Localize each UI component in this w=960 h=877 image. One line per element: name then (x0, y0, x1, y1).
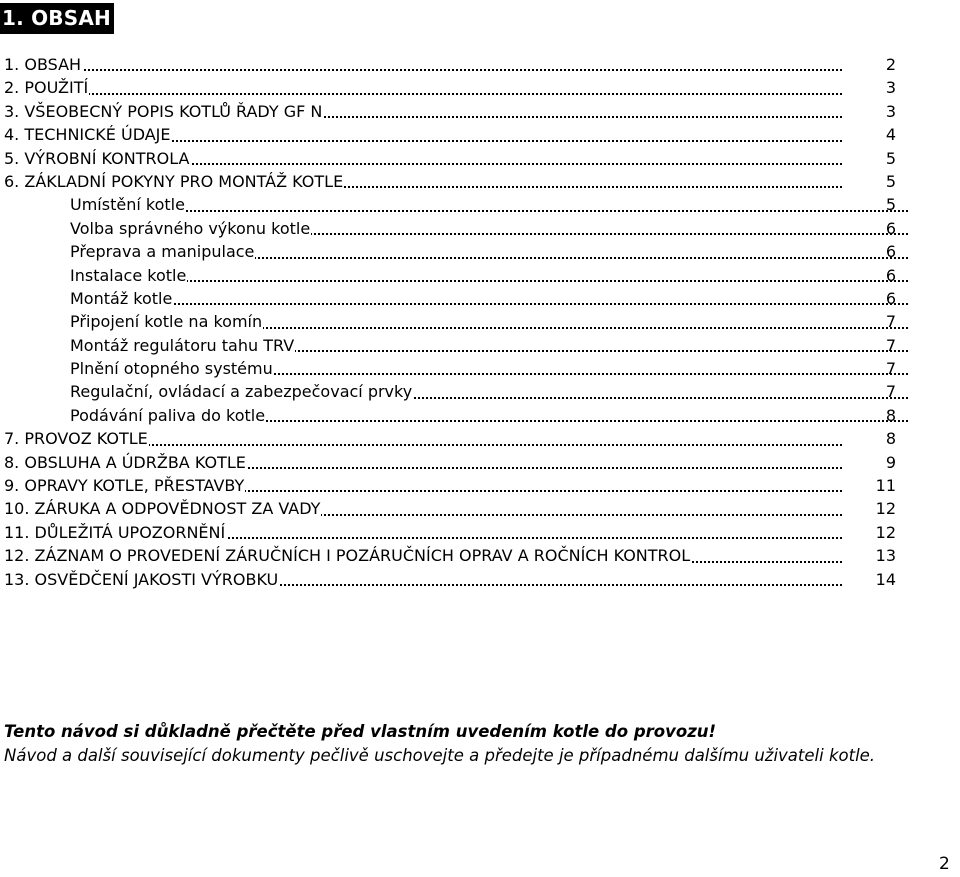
toc-entry-page: 8 (885, 405, 896, 425)
toc-entry-title (70, 380, 908, 403)
toc-entry-page: 13 (875, 546, 896, 566)
toc-entry (4, 217, 896, 240)
toc-entry (4, 521, 896, 544)
toc-entry-title (4, 451, 842, 474)
notice-instruction: Návod a další související dokumenty pečlivě uschovejte a předejte je případnému dalšímu uživateli kotle. (4, 746, 876, 765)
toc-entry (4, 147, 896, 170)
toc-entry-title (4, 521, 842, 544)
toc-entry-page: 6 (885, 288, 896, 308)
toc-entry-page: 6 (885, 242, 896, 262)
toc-entry-label: Přeprava a manipulace (70, 242, 255, 262)
toc-entry-page: 3 (885, 78, 896, 98)
toc-entry-title (4, 497, 842, 520)
toc-entry-page: 7 (885, 382, 896, 402)
toc-entry-title (4, 544, 842, 567)
toc-entry (4, 264, 896, 287)
toc-entry-label: Instalace kotle (70, 265, 187, 285)
toc-entry (4, 544, 896, 567)
toc-entry (4, 404, 896, 427)
toc-entry (4, 427, 896, 450)
toc-entry-page: 7 (885, 335, 896, 355)
toc-entry (4, 497, 896, 520)
toc-entry-title (70, 287, 908, 310)
table-of-contents (4, 53, 896, 591)
toc-entry-title (4, 568, 842, 591)
toc-entry-title (4, 170, 842, 193)
toc-entry (4, 100, 896, 123)
toc-entry-page: 9 (885, 452, 896, 472)
toc-entry-page: 14 (875, 569, 896, 589)
toc-entry-page: 7 (885, 312, 896, 332)
toc-entry-page: 5 (885, 171, 896, 191)
toc-entry-page: 2 (885, 55, 896, 74)
toc-entry-page: 3 (885, 101, 896, 121)
toc-entry-label: Regulační, ovládací a zabezpečovací prvky (70, 382, 413, 402)
toc-entry-page: 7 (885, 359, 896, 379)
toc-entry-page: 5 (885, 195, 896, 215)
toc-entry (4, 123, 896, 146)
toc-entry-title (70, 357, 908, 380)
dot-leader (70, 303, 908, 305)
toc-entry (4, 170, 896, 193)
toc-entry-title (70, 240, 908, 263)
toc-entry-label: Volba správného výkonu kotle (70, 218, 311, 238)
toc-entry-title (4, 100, 842, 123)
toc-entry (4, 334, 896, 357)
toc-entry (4, 474, 896, 497)
toc-entry-page: 6 (885, 265, 896, 285)
toc-entry-title (70, 217, 908, 240)
dot-leader (70, 280, 908, 282)
toc-entry-page: 12 (875, 499, 896, 519)
toc-entry-label: 2. POUŽITÍ (4, 78, 89, 98)
notice (4, 720, 875, 768)
toc-entry-page: 11 (875, 476, 896, 496)
toc-entry (4, 240, 896, 263)
toc-entry-title (70, 334, 908, 357)
toc-entry-label: 1. OBSAH (4, 55, 82, 74)
toc-entry-label: 13. OSVĚDČENÍ JAKOSTI VÝROBKU (4, 569, 279, 589)
toc-entry-label: 10. ZÁRUKA A ODPOVĚDNOST ZA VADY (4, 499, 321, 519)
toc-entry (4, 287, 896, 310)
toc-entry-title (4, 427, 842, 450)
toc-entry-title (70, 404, 908, 427)
toc-entry-label: 4. TECHNICKÉ ÚDAJE (4, 125, 171, 145)
toc-entry (4, 310, 896, 333)
toc-entry-label: 6. ZÁKLADNÍ POKYNY PRO MONTÁŽ KOTLE (4, 171, 344, 191)
toc-entry-label: Podávání paliva do kotle (70, 405, 266, 425)
toc-entry-page: 8 (885, 429, 896, 449)
toc-entry (4, 568, 896, 591)
toc-entry-label: 3. VŠEOBECNÝ POPIS KOTLŮ ŘADY GF N (4, 101, 323, 121)
toc-entry-page: 4 (885, 125, 896, 145)
toc-entry-title (4, 474, 842, 497)
toc-entry-title (4, 53, 842, 76)
toc-entry-label: Montáž regulátoru tahu TRV (70, 335, 295, 355)
toc-entry (4, 53, 896, 76)
toc-entry-label: 9. OPRAVY KOTLE, PŘESTAVBY (4, 476, 245, 496)
toc-entry (4, 76, 896, 99)
toc-entry-title (4, 76, 842, 99)
toc-entry-title (4, 147, 842, 170)
toc-entry-label: Plnění otopného systému (70, 359, 273, 379)
dot-leader (4, 69, 842, 71)
toc-entry-title (4, 123, 842, 146)
toc-entry-label: 7. PROVOZ KOTLE (4, 429, 148, 449)
toc-entry (4, 193, 896, 216)
toc-entry-page: 5 (885, 148, 896, 168)
notice-warning: Tento návod si důkladně přečtěte před vlastním uvedením kotle do provozu! (4, 722, 717, 741)
toc-entry-page: 6 (885, 218, 896, 238)
page-number: 2 (939, 854, 950, 874)
toc-entry (4, 357, 896, 380)
toc-entry-title (70, 310, 908, 333)
toc-entry (4, 380, 896, 403)
toc-entry-label: Umístění kotle (70, 195, 185, 215)
toc-entry-label: 8. OBSLUHA A ÚDRŽBA KOTLE (4, 452, 246, 472)
dot-leader (70, 210, 908, 212)
toc-entry-label: 5. VÝROBNÍ KONTROLA (4, 148, 190, 168)
page-title: 1. OBSAH (0, 3, 114, 34)
toc-entry-label: Připojení kotle na komín (70, 312, 263, 332)
toc-entry-title (70, 193, 908, 216)
dot-leader (4, 93, 842, 95)
toc-entry (4, 451, 896, 474)
toc-entry-page: 12 (875, 522, 896, 542)
toc-entry-label: 11. DŮLEŽITÁ UPOZORNĚNÍ (4, 522, 226, 542)
toc-entry-label: Montáž kotle (70, 288, 173, 308)
toc-entry-label: 12. ZÁZNAM O PROVEDENÍ ZÁRUČNÍCH I POZÁRUČNÍCH OPRAV A ROČNÍCH KONTROL (4, 546, 691, 566)
toc-entry-title (70, 264, 908, 287)
